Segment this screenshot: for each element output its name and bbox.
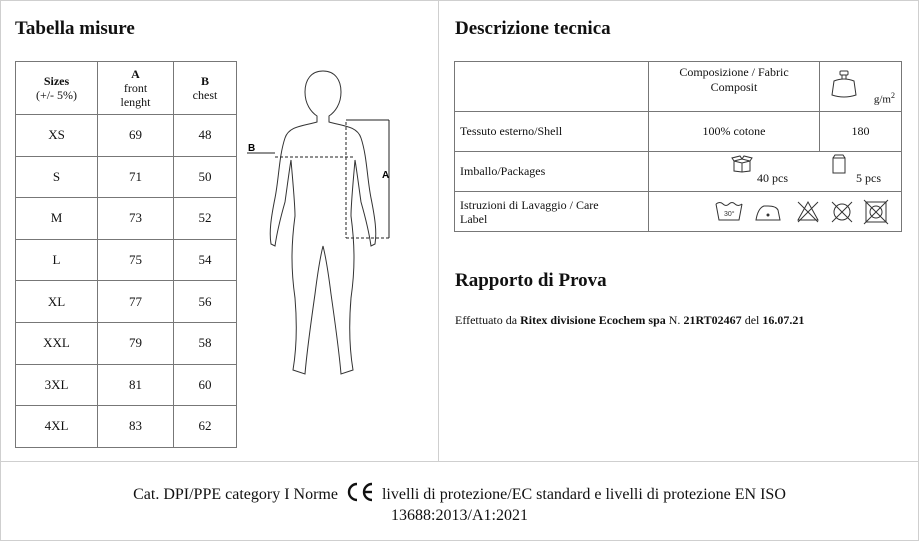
report-number: 21RT02467 [683,313,742,327]
report-del-label: del [744,313,760,327]
table-row [16,364,237,406]
size-cell: S [16,156,98,198]
front-length-cell: 71 [98,156,174,198]
column-divider [438,1,439,461]
size-cell: M [16,198,98,240]
weight-unit-sup: 2 [891,91,895,101]
chest-cell: 54 [174,239,237,281]
test-report-line [455,313,804,328]
no-dry-clean-icon [864,200,888,224]
footer-text-before: Cat. DPI/PPE category I Norme [133,486,338,503]
carton-box-icon [731,155,753,173]
tech-header-row [455,62,902,112]
shell-label: Tessuto esterno/Shell [455,112,649,152]
chest-cell: 50 [174,156,237,198]
front-length-header [98,62,174,115]
front-length-cell: 83 [98,406,174,448]
chest-cell: 48 [174,115,237,157]
tech-table [454,61,902,232]
certification-footer [0,482,919,526]
chest-cell: 62 [174,406,237,448]
front-length-cell: 75 [98,239,174,281]
small-package-icon [831,154,847,174]
sizes-header [16,62,98,115]
report-prefix: Effettuato da [455,313,518,327]
package-big-qty: 40 pcs [757,171,788,185]
chest-cell: 58 [174,322,237,364]
report-date: 16.07.21 [762,313,805,327]
packages-label: Imballo/Packages [455,152,649,192]
no-bleach-icon [798,202,818,222]
chest-label: chest [192,88,218,102]
table-row [16,115,237,157]
weight-icon [830,69,858,99]
shell-composition: 100% cotone [649,112,820,152]
package-small-qty: 5 pcs [856,171,881,185]
table-row [455,152,902,192]
size-cell: 4XL [16,406,98,448]
wash-temp-label: 30° [724,211,735,218]
size-table-header [16,62,237,115]
front-length-letter: A [131,67,140,81]
size-cell: 3XL [16,364,98,406]
table-row [16,156,237,198]
front-length-cell: 73 [98,198,174,240]
care-label-line1: Istruzioni di Lavaggio / Care [460,197,599,212]
length-marker: A [382,170,390,181]
front-length-cell: 81 [98,364,174,406]
care-symbols-cell [649,192,902,232]
chest-cell: 56 [174,281,237,323]
tech-description-title: Descrizione tecnica [455,18,611,39]
table-row [16,239,237,281]
care-symbols [714,198,904,226]
packages-cell [649,152,902,192]
size-chart-title: Tabella misure [15,18,135,39]
table-row [16,322,237,364]
report-n-label: N. [668,313,681,327]
front-length-cell: 69 [98,115,174,157]
chest-cell: 52 [174,198,237,240]
no-tumble-dry-icon [832,202,852,222]
size-table [15,61,237,448]
weight-header [820,62,902,112]
care-label [455,192,649,232]
empty-header-cell [455,62,649,112]
chest-letter: B [200,74,209,88]
weight-unit-label: g/m [873,94,891,106]
report-company: Ritex divisione Ecochem spa [520,313,666,327]
front-length-cell: 77 [98,281,174,323]
shell-weight: 180 [820,112,902,152]
table-row [455,192,902,232]
body-outline-icon [270,71,376,374]
composition-header-line1: Composizione / Fabric [679,64,789,79]
table-row [455,112,902,152]
chest-cell: 60 [174,364,237,406]
front-length-line2: lenght [120,95,151,109]
sizes-tolerance: (+/- 5%) [35,88,78,102]
ce-mark-icon [345,482,375,502]
size-cell: XXL [16,322,98,364]
composition-header [649,62,820,112]
footer-divider [1,461,918,462]
body-measurement-figure [245,66,405,386]
table-row [16,406,237,448]
weight-unit [874,91,895,106]
footer-text-after: livelli di protezione/EC standard e livelli di protezione EN ISO [381,486,786,503]
footer-standard: 13688:2013/A1:2021 [391,507,528,524]
composition-header-line2: Composit [710,79,758,94]
size-cell: XL [16,281,98,323]
front-length-cell: 79 [98,322,174,364]
care-label-line2: Label [460,211,488,226]
chest-marker: B [248,143,256,154]
table-row [16,198,237,240]
size-cell: L [16,239,98,281]
chest-header [174,62,237,115]
iron-icon [756,206,780,220]
test-report-title: Rapporto di Prova [455,270,607,291]
sizes-header-label: Sizes [43,74,70,88]
table-row [16,281,237,323]
front-length-line1: front [123,81,148,95]
size-cell: XS [16,115,98,157]
